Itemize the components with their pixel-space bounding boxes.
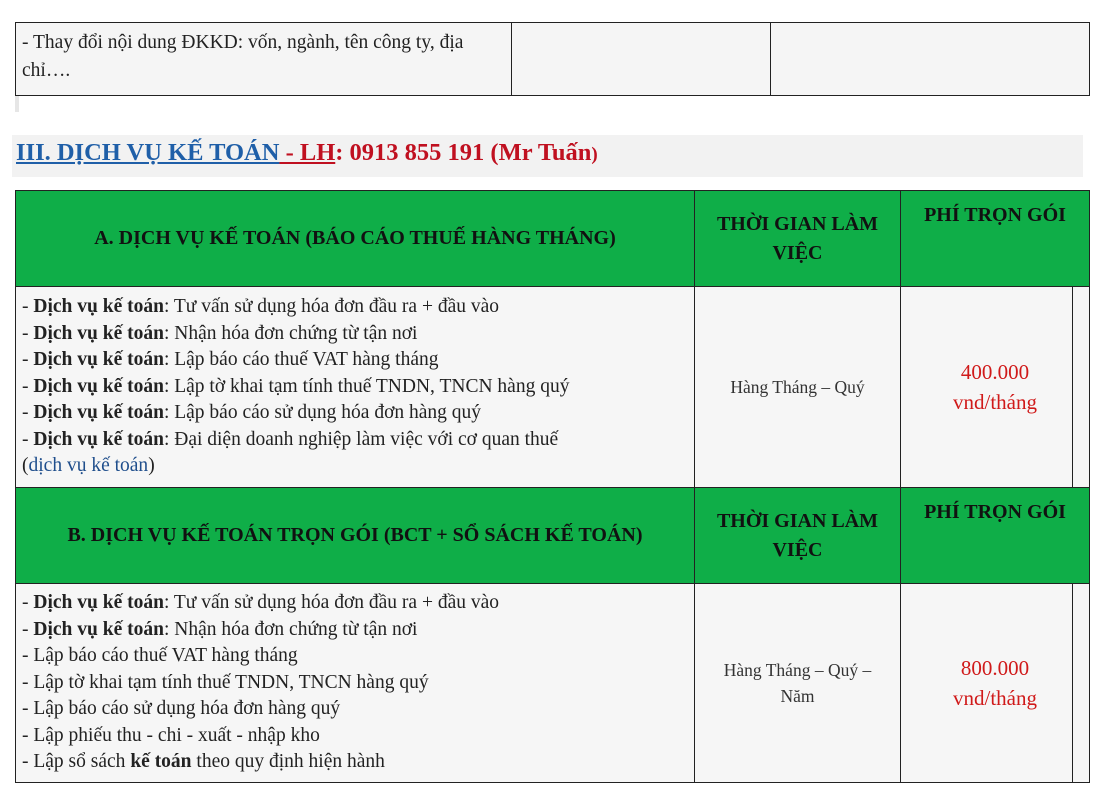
list-item: - Lập phiếu thu - chi - xuất - nhập kho [22,724,320,746]
list-item: - Dịch vụ kế toán: Nhận hóa đơn chứng từ tận nơi [22,322,418,344]
list-item: - Lập sổ sách kế toán theo quy định hiện hành [22,751,385,773]
section-a-description [16,287,695,488]
section-a-fee-amount: 400.000 [960,360,1030,384]
heading-contact-label: - LH [279,139,336,166]
section-b-header-row [16,488,1090,584]
section-b-body-row [16,584,1090,783]
section-a-time-header: THỜI GIAN LÀM VIỆC [695,191,901,287]
list-item: - Dịch vụ kế toán: Nhận hóa đơn chứng từ tận nơi [22,618,418,640]
cell-divider [1072,584,1074,782]
top-row-col2 [512,23,771,96]
section-a-fee [901,287,1090,488]
top-row-col3 [771,23,1090,96]
table-row [16,23,1090,96]
list-item: - Lập tờ khai tạm tính thuế TNDN, TNCN hàng quý [22,671,429,693]
list-item: - Dịch vụ kế toán: Lập báo cáo sử dụng hóa đơn hàng quý [22,402,482,424]
list-item: - Lập báo cáo thuế VAT hàng tháng [22,645,298,667]
list-item: - Lập báo cáo sử dụng hóa đơn hàng quý [22,698,341,720]
section-b-fee-amount: 800.000 [960,656,1030,680]
heading-close-paren: ) [591,144,598,165]
top-row-text: - Thay đổi nội dung ĐKKD: vốn, ngành, tên công ty, địa chỉ…. [16,23,512,96]
section-a-fee-unit: vnd/tháng [953,390,1037,414]
section-b-time [695,584,901,783]
heading-title-link[interactable]: III. DỊCH VỤ KẾ TOÁN [16,139,280,166]
section-b-time-line2: Năm [780,686,815,706]
section-a-header-row [16,191,1090,287]
list-item: (dịch vụ kế toán) [22,455,155,477]
section-b-fee [901,584,1090,783]
section-b-time-header: THỜI GIAN LÀM VIỆC [695,488,901,584]
section-heading [16,136,598,172]
accounting-service-link[interactable]: dịch vụ kế toán [28,455,149,477]
list-item: - Dịch vụ kế toán: Tư vấn sử dụng hóa đơn đầu ra + đầu vào [22,592,499,614]
top-table [15,22,1090,96]
section-b-fee-unit: vnd/tháng [953,686,1037,710]
section-a-body-row [16,287,1090,488]
cell-divider [1072,287,1074,487]
list-item: - Dịch vụ kế toán: Lập báo cáo thuế VAT hàng tháng [22,349,439,371]
heading-phone: : 0913 855 191 (Mr Tuấn [335,139,592,166]
section-a-title: A. DỊCH VỤ KẾ TOÁN (BÁO CÁO THUẾ HÀNG THÁNG) [16,191,695,287]
list-item: - Dịch vụ kế toán: Tư vấn sử dụng hóa đơn đầu ra + đầu vào [22,296,499,318]
section-a-time: Hàng Tháng – Quý [695,287,901,488]
page-margin-strip [15,96,19,112]
list-item: - Dịch vụ kế toán: Đại diện doanh nghiệp làm việc với cơ quan thuế [22,428,559,450]
section-b-time-line1: Hàng Tháng – Quý – [723,659,872,680]
services-table [15,190,1090,783]
section-b-title: B. DỊCH VỤ KẾ TOÁN TRỌN GÓI (BCT + SỔ SÁCH KẾ TOÁN) [16,488,695,584]
list-item: - Dịch vụ kế toán: Lập tờ khai tạm tính thuế TNDN, TNCN hàng quý [22,375,570,397]
section-b-fee-header: PHÍ TRỌN GÓI [901,488,1090,584]
section-b-description [16,584,695,783]
section-a-fee-header: PHÍ TRỌN GÓI [901,191,1090,287]
